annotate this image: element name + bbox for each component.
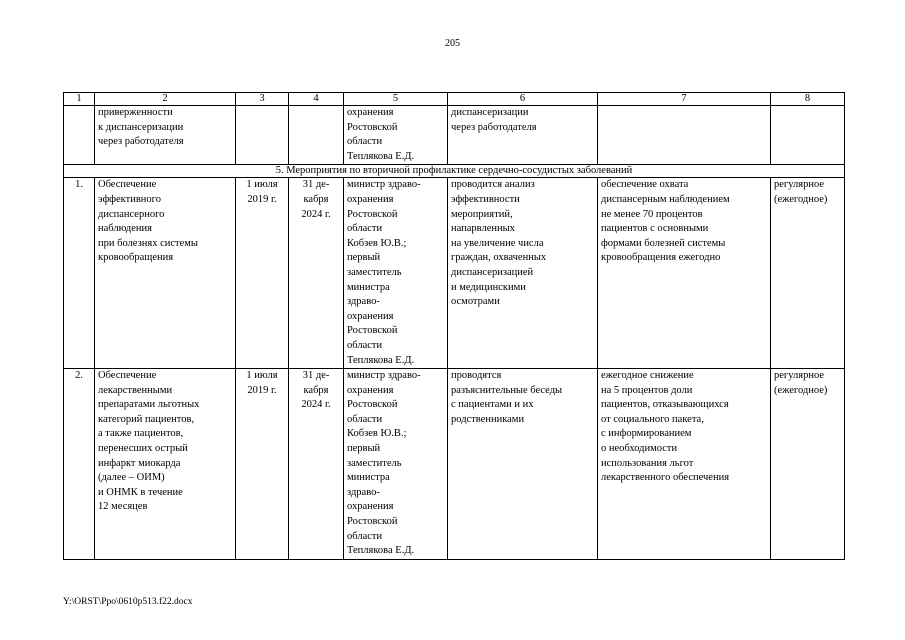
measure-name: Обеспечение лекарственными препаратами льготных категорий пациентов, а также пациентов, перенесших острый инфаркт миокарда (далее – ОИМ) и ОНМК в течение 12 месяцев <box>95 369 236 560</box>
description: проводятся разъяснительные беседы с пациентами и их родственниками <box>448 369 598 560</box>
end-date: 31 де- кабря 2024 г. <box>289 178 344 369</box>
row-number: 2. <box>64 369 95 560</box>
column-header: 8 <box>771 93 845 106</box>
table-cell: охранения Ростовской области Теплякова Е.Д. <box>344 106 448 165</box>
table-row <box>64 178 845 369</box>
table-cell <box>64 106 95 165</box>
column-header: 2 <box>95 93 236 106</box>
responsible: министр здраво- охранения Ростовской области Кобзев Ю.В.; первый заместитель министра здраво- охранения Ростовской области Теплякова Е.Д. <box>344 178 448 369</box>
section-title: 5. Мероприятия по вторичной профилактике сердечно-сосудистых заболеваний <box>64 165 845 178</box>
footer-file-path: Y:\ORST\Ppo\0610p513.f22.docx <box>63 597 193 607</box>
column-number-row <box>64 93 845 106</box>
start-date: 1 июля 2019 г. <box>236 369 289 560</box>
expected-result: ежегодное снижение на 5 процентов доли пациентов, отказывающихся от социального пакета, с информированием о необходимости использования льгот лекарственного обеспечения <box>598 369 771 560</box>
column-header: 6 <box>448 93 598 106</box>
end-date: 31 де- кабря 2024 г. <box>289 369 344 560</box>
action-plan-table <box>63 92 845 560</box>
expected-result: обеспечение охвата диспансерным наблюдением не менее 70 процентов пациентов с основными формами болезней системы кровообращения ежегодно <box>598 178 771 369</box>
table-cell: диспансеризации через работодателя <box>448 106 598 165</box>
section-row <box>64 165 845 178</box>
column-header: 4 <box>289 93 344 106</box>
table-cell <box>598 106 771 165</box>
table-cell <box>236 106 289 165</box>
table-cell: приверженности к диспансеризации через работодателя <box>95 106 236 165</box>
periodicity: регулярное (ежегодное) <box>771 178 845 369</box>
responsible: министр здраво- охранения Ростовской области Кобзев Ю.В.; первый заместитель министра здраво- охранения Ростовской области Теплякова Е.Д. <box>344 369 448 560</box>
periodicity: регулярное (ежегодное) <box>771 369 845 560</box>
page-number: 205 <box>445 38 460 49</box>
continuation-row <box>64 106 845 165</box>
description: проводится анализ эффективности мероприятий, напарвленных на увеличение числа граждан, охваченных диспансеризацией и медицинскими осмотрами <box>448 178 598 369</box>
column-header: 3 <box>236 93 289 106</box>
start-date: 1 июля 2019 г. <box>236 178 289 369</box>
table-cell <box>289 106 344 165</box>
column-header: 1 <box>64 93 95 106</box>
column-header: 7 <box>598 93 771 106</box>
table-cell <box>771 106 845 165</box>
column-header: 5 <box>344 93 448 106</box>
table-row <box>64 369 845 560</box>
measure-name: Обеспечение эффективного диспансерного наблюдения при болезнях системы кровообращения <box>95 178 236 369</box>
row-number: 1. <box>64 178 95 369</box>
